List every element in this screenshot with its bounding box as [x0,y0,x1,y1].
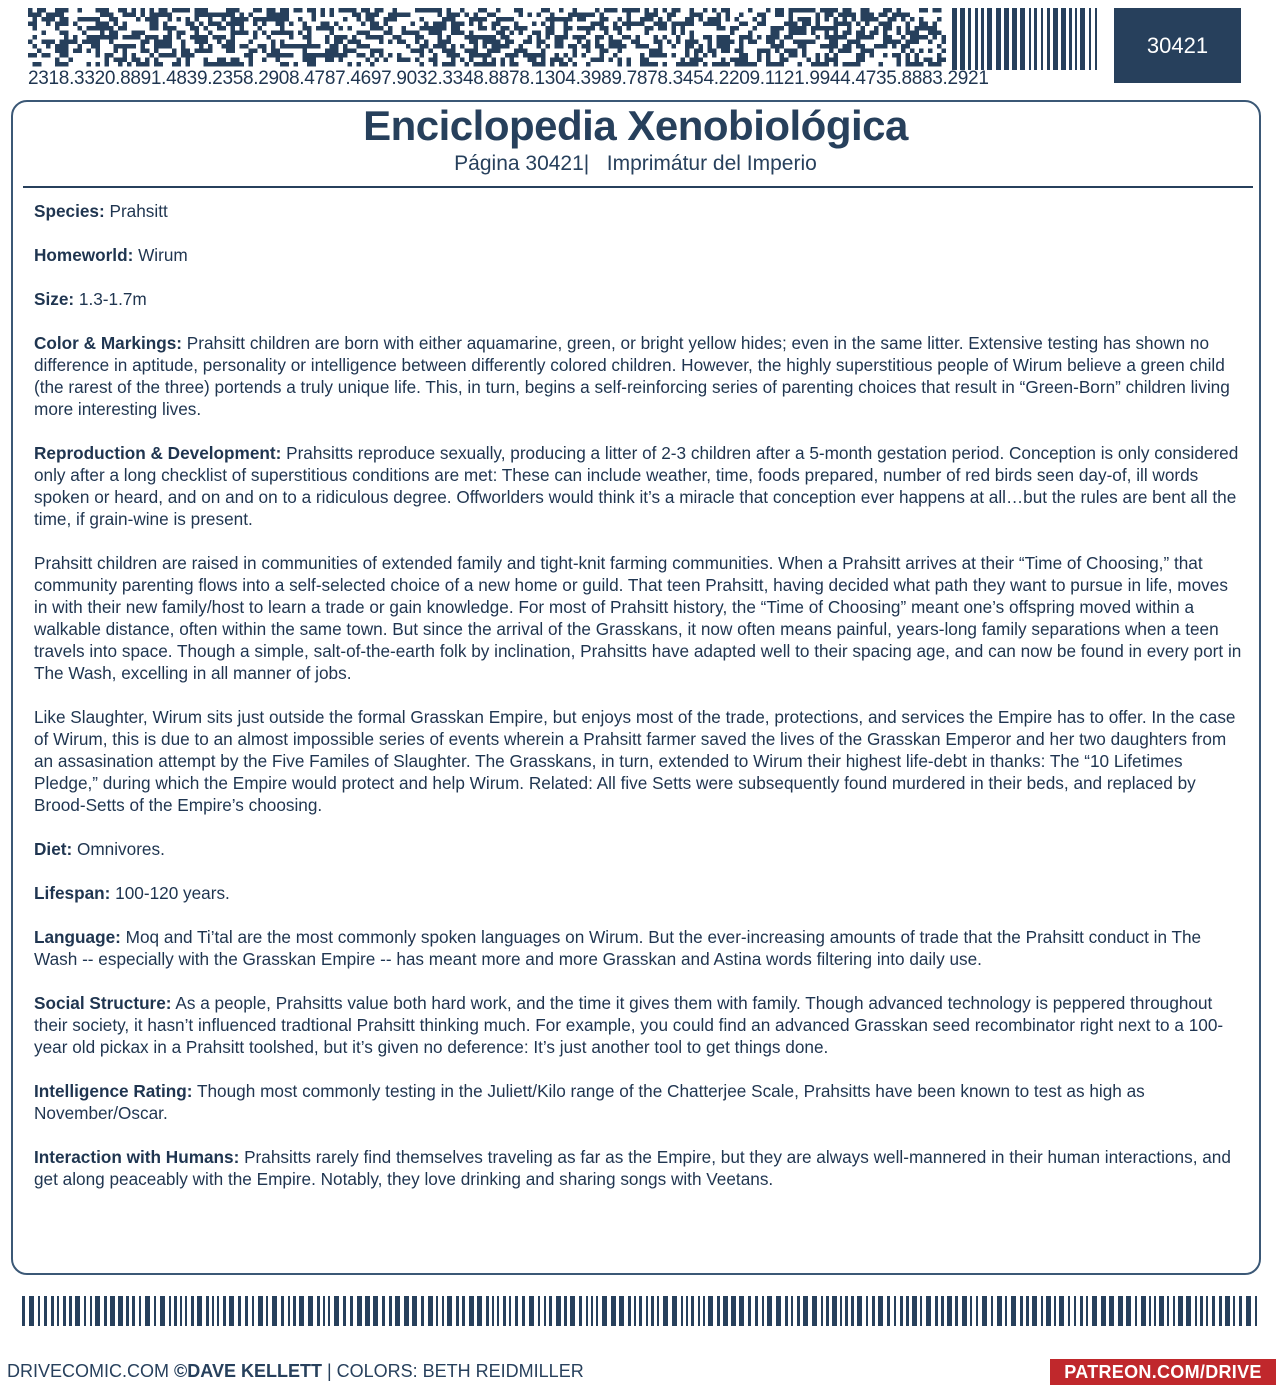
entry-slaughter-paragraph [34,706,1244,816]
entry-intelligence [34,1080,1244,1124]
page-number-badge: 30421 [1114,8,1241,83]
entry-text: 100-120 years. [110,883,230,903]
entry-label: Social Structure: [34,993,172,1013]
entry-lifespan [34,882,1244,904]
entry-text: Omnivores. [72,839,165,859]
entry-color-markings [34,332,1244,420]
entry-text: 1.3-1.7m [74,289,147,309]
entry-children-paragraph [34,552,1244,684]
entry-text: Prahsitt [104,201,168,221]
entry-label: Diet: [34,839,73,859]
entry-text: Wirum [133,245,188,265]
entry-text: Like Slaughter, Wirum sits just outside the formal Grasskan Empire, but enjoys most of the trade, protections, and services the Empire has to offer. In the case of Wirum, this is due to an almost impossible series of events wherein a Prahsitt farmer saved the lives of the Grasskan Emperor and her two daughters from an assasination attempt by the Five Familes of Slaughter. The Grasskans, in turn, extended to Wirum their highest life-debt in thanks: The “10 Lifetimes Pledge,” during which the Empire would protect and help Wirum. Related: All five Setts were subsequently found murdered in their beds, and replaced by Brood-Setts of the Empire’s choosing. [34,707,1236,815]
entry-label: Size: [34,289,75,309]
entry-text: As a people, Prahsitts value both hard work, and the time it gives them with family. Though advanced technology is peppered throughout their society, it hasn’t influenced tradtional Prahsitt thinking much. For example, you could find an advanced Grasskan seed recombinator right next to a 100-year old pickax in a Prahsitt toolshed, but it’s given no deference: It’s just another tool to get things done. [34,993,1224,1057]
entry-text: Prahsitts reproduce sexually, producing a litter of 2-3 children after a 5-month gestation period. Conception is only considered only after a long checklist of superstitious conditions are met: These can include weather, time, foods prepared, number of red birds seen day-of, ill words spoken or heard, and on and on to a ridiculous degree. Offworlders would think it’s a miracle that conception ever happens at all…but the rules are bent all the time, if grain-wine is present. [34,443,1239,529]
top-linear-barcode [952,8,1098,70]
entry-text: Prahsitt children are born with either aquamarine, green, or bright yellow hides; even in the same litter. Extensive testing has shown no difference in aptitude, personality or intelligence between differently colored children. However, the highly superstitious people of Wirum believe a green child (the rarest of the three) portends a truly unique life. This, in turn, begins a self-reinforcing series of parenting choices that result in “Green-Born” children living more interesting lives. [34,333,1230,419]
credit-separator: | [321,1361,337,1381]
colorist-credit: COLORS: BETH REIDMILLER [336,1361,584,1381]
entry-text: Prahsitt children are raised in communities of extended family and tight-knit farming communities. When a Prahsitt arrives at their “Time of Choosing,” that community parenting flows into a self-selected choice of a new home or guild. That teen Prahsitt, having decided what path they want to pursue in life, moves in with their new family/host to learn a trade or gain knowledge. For most of Prahsitt history, the “Time of Choosing” meant one’s offspring moved within a walkable distance, often within the same town. But since the arrival of the Grasskans, it now often means painful, years-long family separations when a teen travels into space. Though a simple, salt-of-the-earth folk by inclination, Prahsitts have adapted well to their spacing age, and can now be found in every port in The Wash, excelling in all manner of jobs. [34,553,1242,683]
entry-label: Interaction with Humans: [34,1147,240,1167]
entry-species [34,200,1244,222]
entry-label: Language: [34,927,121,947]
top-2d-barcode [28,8,946,70]
entry-label: Lifespan: [34,883,111,903]
entry-size [34,288,1244,310]
entry-text: Prahsitts rarely find themselves traveling as far as the Empire, but they are always well-mannered in their human interactions, and get along peaceably with the Empire. Notably, they love drinking and sharing songs with Veetans. [34,1147,1231,1189]
entry-social-structure [34,992,1244,1058]
page-subtitle: Página 30421| Imprimátur del Imperio [454,152,817,175]
entry-text: Moq and Ti’tal are the most commonly spoken languages on Wirum. But the ever-increasing amounts of trade that the Prahsitt conduct in The Wash -- especially with the Grasskan Empire -- has meant more and more Grasskan and Astina words filtering into daily use. [34,927,1202,969]
header-divider [23,186,1253,188]
entry-interaction-humans [34,1146,1244,1190]
entry-homeworld [34,244,1244,266]
entry-label: Reproduction & Development: [34,443,282,463]
bottom-barcode [22,1296,1258,1326]
credits-line [7,1361,584,1382]
entry-diet [34,838,1244,860]
patreon-link[interactable]: PATREON.COM/DRIVE [1050,1359,1276,1385]
entry-body [34,200,1244,1212]
barcode-number: 2318.3320.8891.4839.2358.2908.4787.4697.9032.3348.8878.1304.3989.7878.3454.2209.1121.9944.4735.8883.2921 [28,68,989,89]
entry-label: Intelligence Rating: [34,1081,193,1101]
page-title: Enciclopedia Xenobiológica [363,102,908,149]
author-credit: ©DAVE KELLETT [174,1361,322,1381]
entry-language [34,926,1244,970]
site-credit: DRIVECOMIC.COM [7,1361,175,1381]
entry-label: Homeworld: [34,245,134,265]
entry-reproduction [34,442,1244,530]
entry-label: Color & Markings: [34,333,183,353]
entry-text: Though most commonly testing in the Juliett/Kilo range of the Chatterjee Scale, Prahsitts have been known to test as high as November/Oscar. [34,1081,1145,1123]
entry-label: Species: [34,201,105,221]
